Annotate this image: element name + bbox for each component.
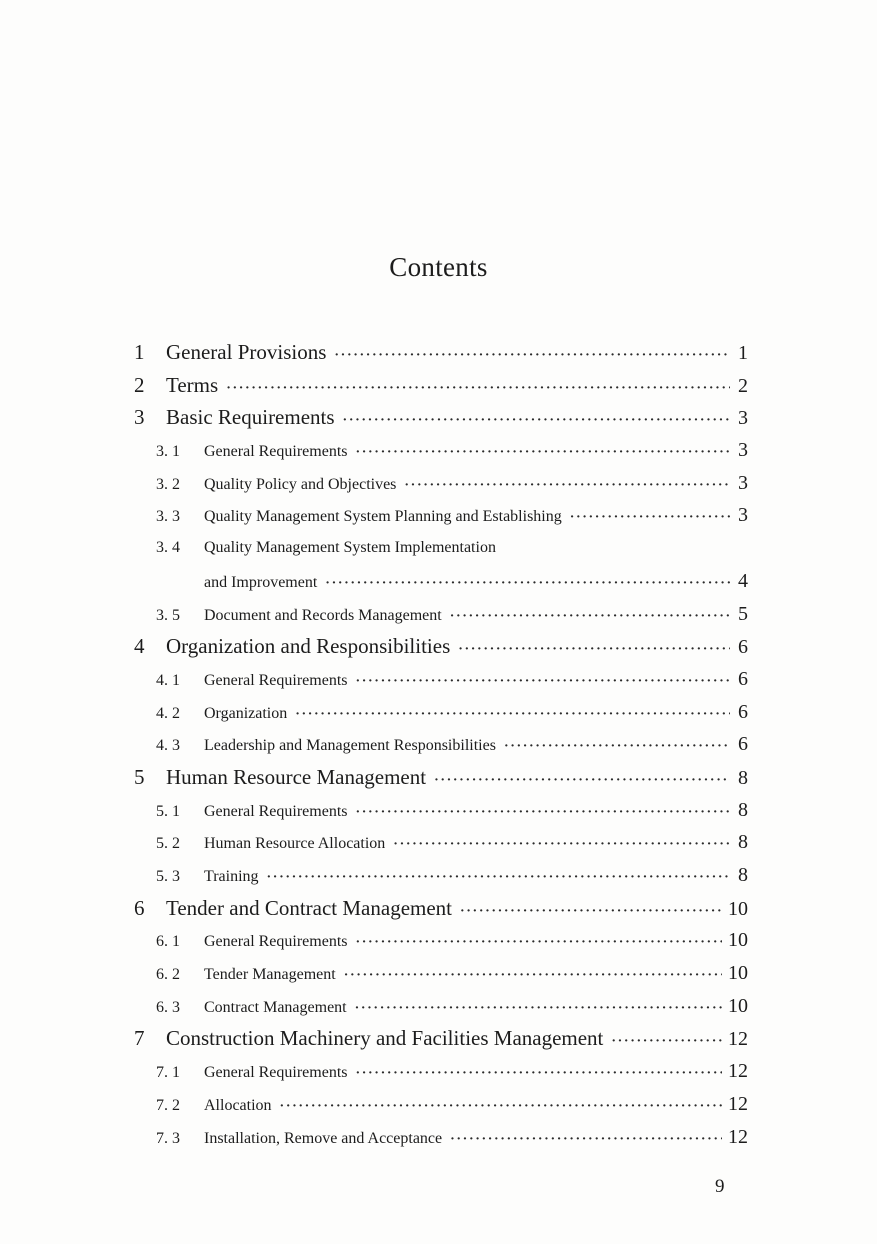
toc-entry-label: General Requirements <box>204 443 348 461</box>
toc-entry-label: Leadership and Management Responsibilities <box>204 737 496 755</box>
dot-leader <box>356 1058 723 1091</box>
dot-leader <box>570 502 730 535</box>
toc-entry-number: 3. 1 <box>156 443 180 461</box>
dot-leader <box>460 896 722 929</box>
toc-subentry[interactable] <box>134 598 748 631</box>
toc-entry-number: 3. 4 <box>156 539 180 557</box>
toc-entry-label: Tender Management <box>204 966 336 984</box>
toc-entry-number: 3. 3 <box>156 508 180 526</box>
toc-subentry[interactable] <box>134 499 748 532</box>
toc-entry-page: 6 <box>738 733 748 756</box>
dot-leader <box>450 601 730 634</box>
toc-subentry[interactable] <box>134 794 748 827</box>
toc-entry-number: 4. 2 <box>156 704 180 722</box>
toc-entry-page: 10 <box>728 962 748 985</box>
page-number: 9 <box>715 1176 725 1197</box>
dot-leader <box>356 797 731 830</box>
toc-entry-label: Quality Management System Planning and Establishing <box>204 508 562 526</box>
toc-entry-page: 3 <box>738 471 748 494</box>
toc-subentry[interactable] <box>134 728 748 761</box>
toc-entry-label: Quality Policy and Objectives <box>204 475 397 493</box>
toc-entry[interactable] <box>134 336 748 369</box>
toc-entry-label: Human Resource Management <box>166 764 427 789</box>
toc-entry-label: Quality Management System Implementation <box>204 539 496 557</box>
toc-entry-page: 12 <box>728 1092 748 1115</box>
toc-entry-page: 1 <box>738 342 748 364</box>
toc-entry-label: Construction Machinery and Facilities Management <box>166 1026 604 1051</box>
toc-entry[interactable] <box>134 892 748 925</box>
toc-entry-page: 8 <box>738 798 748 821</box>
toc-entry-label: Human Resource Allocation <box>204 835 386 853</box>
toc-entry-number: 5 <box>134 764 145 789</box>
toc-entry-number: 3 <box>134 405 145 430</box>
toc-entry-page: 6 <box>738 667 748 690</box>
toc-entry-label: Tender and Contract Management <box>166 895 453 920</box>
toc-entry-label: General Requirements <box>204 671 348 689</box>
dot-leader <box>344 960 722 993</box>
toc-entry-label: General Requirements <box>204 802 348 820</box>
toc-entry-number: 4. 3 <box>156 737 180 755</box>
toc-entry-number: 2 <box>134 372 145 397</box>
dot-leader <box>267 862 730 895</box>
toc-subentry[interactable] <box>134 532 748 565</box>
toc-entry-label: Organization <box>204 704 288 722</box>
toc-subentry[interactable] <box>134 467 748 500</box>
dot-leader <box>504 731 730 764</box>
toc-entry-number: 6. 2 <box>156 966 180 984</box>
dot-leader <box>434 765 730 798</box>
toc-entry-page: 12 <box>728 1125 748 1148</box>
toc-entry-number: 7. 2 <box>156 1096 180 1114</box>
toc-entry-page: 6 <box>738 700 748 723</box>
toc-entry-page: 8 <box>738 831 748 854</box>
toc-subentry[interactable] <box>134 1121 748 1154</box>
dot-leader <box>356 927 723 960</box>
table-of-contents <box>134 336 748 1153</box>
dot-leader <box>356 666 731 699</box>
toc-entry-page: 3 <box>738 407 748 430</box>
toc-subentry[interactable] <box>134 859 748 892</box>
toc-entry-page: 6 <box>738 636 748 659</box>
toc-subentry[interactable] <box>134 957 748 990</box>
toc-entry-label: and Improvement <box>204 573 318 591</box>
dot-leader <box>450 1124 722 1157</box>
toc-entry[interactable] <box>134 369 748 402</box>
toc-entry-page: 10 <box>728 897 748 920</box>
toc-entry-page: 5 <box>738 602 748 625</box>
toc-subentry[interactable] <box>134 990 748 1023</box>
toc-entry-number: 7 <box>134 1026 145 1051</box>
dot-leader <box>280 1091 722 1124</box>
toc-entry-page: 8 <box>738 864 748 886</box>
toc-entry-page: 12 <box>728 1060 748 1083</box>
toc-subentry[interactable] <box>134 1088 748 1121</box>
toc-entry[interactable] <box>134 630 748 663</box>
toc-subentry[interactable] <box>134 1055 748 1088</box>
dot-leader <box>356 437 731 470</box>
dot-leader <box>343 405 730 438</box>
toc-subentry[interactable] <box>134 434 748 467</box>
toc-entry-number: 6 <box>134 895 145 920</box>
toc-entry-page: 3 <box>738 439 748 462</box>
toc-entry-number: 3. 2 <box>156 475 180 493</box>
toc-entry-number: 1 <box>134 340 145 364</box>
toc-entry-label: Installation, Remove and Acceptance <box>204 1129 443 1147</box>
toc-entry-label: General Requirements <box>204 933 348 951</box>
dot-leader <box>611 1026 722 1059</box>
dot-leader <box>393 829 730 862</box>
toc-entry-page: 4 <box>738 569 748 592</box>
toc-entry-page: 2 <box>738 374 748 397</box>
toc-entry-number: 7. 1 <box>156 1064 180 1082</box>
toc-entry-number: 5. 3 <box>156 868 180 885</box>
toc-subentry[interactable] <box>134 696 748 729</box>
toc-entry-label: Contract Management <box>204 998 347 1016</box>
toc-entry-number: 7. 3 <box>156 1129 180 1147</box>
toc-subentry[interactable] <box>134 924 748 957</box>
dot-leader <box>295 699 730 732</box>
dot-leader <box>458 634 730 667</box>
toc-subentry-continuation[interactable] <box>134 565 748 598</box>
toc-entry-number: 4. 1 <box>156 671 180 689</box>
dot-leader <box>325 568 730 601</box>
toc-entry-number: 4 <box>134 634 145 659</box>
toc-entry-label: Organization and Responsibilities <box>166 634 451 659</box>
toc-entry-label: General Provisions <box>166 340 327 364</box>
toc-subentry[interactable] <box>134 663 748 696</box>
toc-entry-number: 5. 2 <box>156 835 180 853</box>
toc-entry-label: Basic Requirements <box>166 405 335 430</box>
toc-entry-number: 3. 5 <box>156 606 180 624</box>
dot-leader <box>334 340 730 373</box>
toc-subentry[interactable] <box>134 826 748 859</box>
toc-entry-label: Allocation <box>204 1096 272 1114</box>
toc-entry-page: 10 <box>728 994 748 1017</box>
toc-entry-label: Training <box>204 868 259 885</box>
toc-entry-number: 6. 3 <box>156 998 180 1016</box>
toc-entry-label: Document and Records Management <box>204 606 442 624</box>
toc-entry[interactable] <box>134 401 748 434</box>
toc-entry-page: 10 <box>728 929 748 952</box>
toc-entry-number: 6. 1 <box>156 933 180 951</box>
contents-title: Contents <box>389 252 488 282</box>
toc-entry-page: 3 <box>738 504 748 527</box>
dot-leader <box>404 470 730 503</box>
toc-entry-label: Terms <box>166 372 219 397</box>
toc-entry-label: General Requirements <box>204 1064 348 1082</box>
toc-entry-page: 8 <box>738 766 748 789</box>
dot-leader <box>355 993 722 1026</box>
toc-entry[interactable] <box>134 1022 748 1055</box>
toc-entry-page: 12 <box>728 1028 748 1051</box>
toc-entry[interactable] <box>134 761 748 794</box>
toc-entry-number: 5. 1 <box>156 802 180 820</box>
